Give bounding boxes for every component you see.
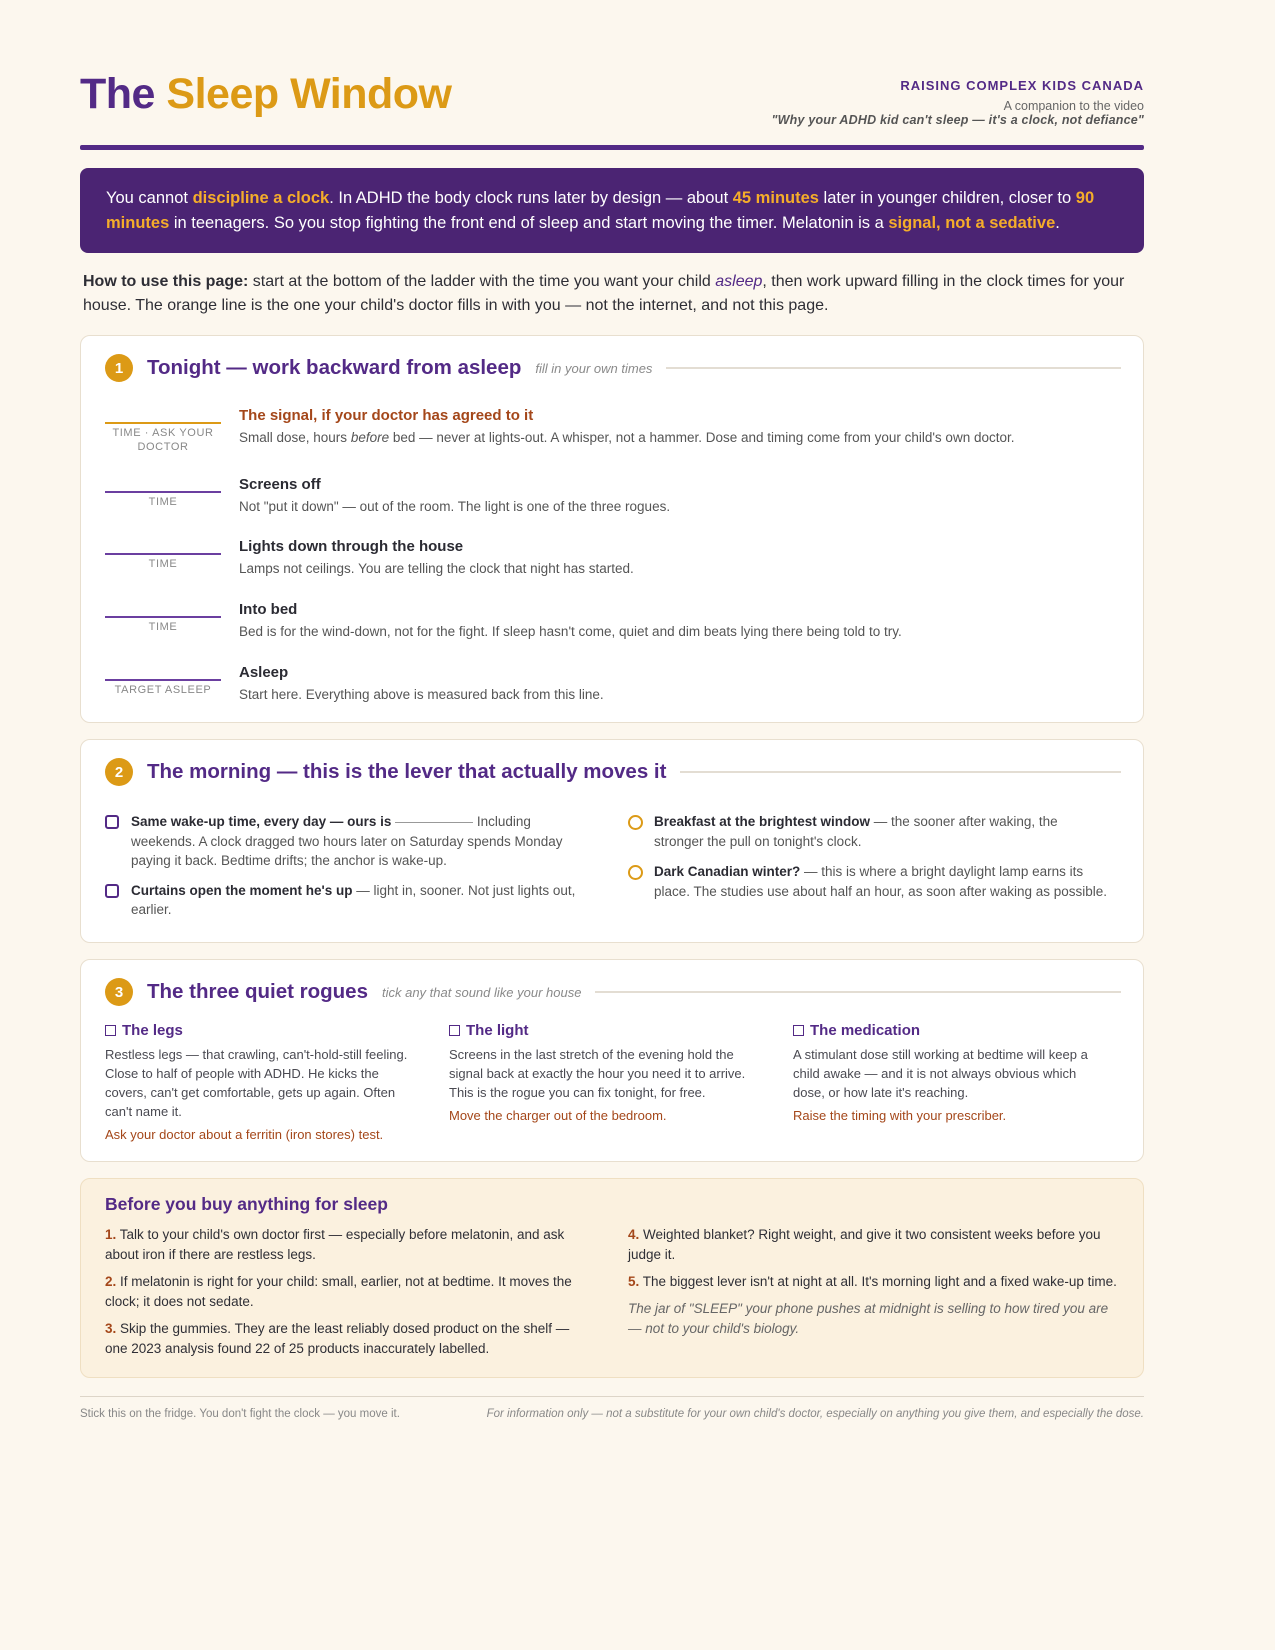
rung-description: Not "put it down" — out of the room. The light is one of the three rogues. bbox=[239, 499, 671, 514]
footer-rule bbox=[80, 1396, 1144, 1397]
section-tonight bbox=[80, 335, 1144, 723]
rung-desc-text: Small dose, hours bbox=[239, 430, 351, 445]
rogue-title: The medication bbox=[810, 1022, 921, 1039]
header-rule bbox=[80, 145, 1144, 150]
section-header bbox=[105, 978, 1121, 1006]
footer-tagline: Stick this on the fridge. You don't fight the clock — you move it. bbox=[80, 1408, 400, 1420]
banner-text: in teenagers. So you stop fighting the front end of sleep and start moving the timer. Melatonin is a bbox=[169, 214, 889, 232]
banner-text: You cannot bbox=[106, 189, 193, 207]
section-number-badge: 2 bbox=[105, 758, 133, 786]
list-item bbox=[628, 1272, 1118, 1292]
item-text: The biggest lever isn't at night at all. It's morning light and a fixed wake-up time. bbox=[639, 1274, 1117, 1289]
header bbox=[80, 0, 1144, 150]
item-number: 2. bbox=[105, 1274, 117, 1289]
worksheet-page bbox=[80, 0, 1144, 1420]
checkbox[interactable] bbox=[449, 1025, 460, 1036]
list-item bbox=[105, 1225, 580, 1265]
item-text: — light in, sooner. Not just lights out, earlier. bbox=[131, 882, 576, 917]
how-to-text: start at the bottom of the ladder with the time you want your child bbox=[248, 273, 716, 290]
rogue-legs bbox=[105, 1022, 420, 1142]
checkbox[interactable] bbox=[105, 1025, 116, 1036]
how-to-emphasis: asleep bbox=[715, 273, 763, 290]
rogue-heading bbox=[105, 1022, 420, 1039]
banner-highlight: discipline a clock bbox=[192, 189, 330, 207]
rung-description: Bed is for the wind-down, not for the fight. If sleep hasn't come, quiet and dim beats lying there being told to try. bbox=[239, 624, 902, 639]
time-blank-label: TIME bbox=[148, 621, 178, 633]
rung-description: Lamps not ceilings. You are telling the clock that night has started. bbox=[239, 561, 634, 576]
buy-list-left bbox=[105, 1225, 580, 1366]
section-number-badge: 1 bbox=[105, 354, 133, 382]
list-item bbox=[105, 812, 585, 871]
wake-time-blank[interactable] bbox=[395, 822, 473, 823]
item-bold: Dark Canadian winter? bbox=[654, 864, 801, 879]
item-text: Weighted blanket? Right weight, and give it two consistent weeks before you judge it. bbox=[628, 1227, 1101, 1262]
ladder-rung-screens bbox=[105, 476, 1125, 541]
section-title: The morning — this is the lever that actually moves it bbox=[147, 760, 667, 783]
rung-title: Asleep bbox=[239, 664, 289, 681]
section-header bbox=[105, 758, 1121, 786]
ladder-rung-asleep bbox=[105, 664, 1125, 729]
time-blank-doctor[interactable] bbox=[105, 422, 221, 424]
before-you-buy-box bbox=[80, 1178, 1144, 1378]
how-to-text: , then work upward filling in the clock times for your house. The orange line is the one your child's doctor fills in with you — not the internet, and not this page. bbox=[83, 273, 1125, 314]
time-blank[interactable] bbox=[105, 491, 221, 493]
item-bold: Same wake-up time, every day — ours is bbox=[131, 814, 392, 829]
rung-description bbox=[239, 430, 1014, 445]
page-title bbox=[80, 70, 451, 118]
how-to-lead: How to use this page: bbox=[83, 273, 249, 290]
rogue-title: The legs bbox=[122, 1022, 183, 1039]
item-text: — the sooner after waking, the stronger the pull on tonight's clock. bbox=[654, 814, 1058, 849]
rung-title: Lights down through the house bbox=[239, 538, 464, 555]
rung-title: Screens off bbox=[239, 476, 321, 493]
rogue-medication bbox=[793, 1022, 1103, 1123]
time-blank[interactable] bbox=[105, 616, 221, 618]
section-header bbox=[105, 354, 1121, 382]
rung-title: The signal, if your doctor has agreed to it bbox=[239, 407, 534, 424]
section-title: Tonight — work backward from asleep bbox=[147, 356, 522, 379]
item-number: 3. bbox=[105, 1321, 117, 1336]
rogue-action: Raise the timing with your prescriber. bbox=[793, 1108, 1007, 1123]
rung-title: Into bed bbox=[239, 601, 298, 618]
section-note: fill in your own times bbox=[535, 360, 653, 376]
rung-desc-emphasis: before bbox=[350, 430, 390, 445]
rogue-action: Ask your doctor about a ferritin (iron stores) test. bbox=[105, 1127, 384, 1142]
time-blank-label: TIME bbox=[148, 496, 178, 508]
checkbox[interactable] bbox=[105, 815, 119, 829]
ladder-rung-lights bbox=[105, 538, 1125, 603]
rogue-action: Move the charger out of the bedroom. bbox=[449, 1108, 667, 1123]
time-blank-label: TIME bbox=[148, 558, 178, 570]
list-item bbox=[628, 812, 1108, 851]
rogue-heading bbox=[793, 1022, 1103, 1039]
banner-highlight: signal, not a sedative bbox=[888, 214, 1056, 232]
rung-description: Start here. Everything above is measured back from this line. bbox=[239, 687, 604, 702]
morning-checklist-left bbox=[105, 812, 585, 930]
list-item bbox=[628, 862, 1108, 901]
title-part-sleep-window: Sleep Window bbox=[166, 70, 452, 118]
rogue-text: Restless legs — that crawling, can't-hold-still feeling. Close to half of people with ADHD. He kicks the covers, can't get comfortable, gets up again. Often can't name it. bbox=[105, 1047, 408, 1119]
time-blank-target[interactable] bbox=[105, 679, 221, 681]
section-title: The three quiet rogues bbox=[147, 980, 368, 1003]
section-divider bbox=[666, 367, 1121, 369]
section-divider bbox=[595, 991, 1121, 993]
banner-highlight: 45 minutes bbox=[732, 189, 819, 207]
list-item bbox=[628, 1225, 1118, 1265]
radio-circle[interactable] bbox=[628, 815, 643, 830]
section-note: tick any that sound like your house bbox=[381, 984, 582, 1000]
intro-banner bbox=[80, 168, 1144, 253]
section-rogues bbox=[80, 959, 1144, 1162]
list-item bbox=[105, 881, 585, 920]
list-item bbox=[105, 1319, 580, 1359]
section-number-badge: 3 bbox=[105, 978, 133, 1006]
item-text: If melatonin is right for your child: small, earlier, not at bedtime. It moves the clock; it does not sedate. bbox=[105, 1274, 572, 1309]
item-text: Skip the gummies. They are the least reliably dosed product on the shelf — one 2023 analysis found 22 of 25 products inaccurately labelled. bbox=[105, 1321, 570, 1356]
ladder-rung-signal bbox=[105, 407, 1125, 472]
checkbox[interactable] bbox=[105, 884, 119, 898]
banner-highlight: 90 minutes bbox=[106, 189, 1095, 232]
rogue-heading bbox=[449, 1022, 764, 1039]
rogue-text: A stimulant dose still working at bedtime will keep a child awake — and it is not always obvious which dose, or how late it's reaching. bbox=[793, 1047, 1088, 1100]
section-morning bbox=[80, 739, 1144, 943]
item-number: 5. bbox=[628, 1274, 640, 1289]
radio-circle[interactable] bbox=[628, 865, 643, 880]
item-text: Including weekends. A clock dragged two hours later on Saturday spends Monday paying it back. Bedtime drifts; the anchor is wake-up. bbox=[131, 814, 563, 868]
title-part-the: The bbox=[80, 70, 155, 118]
time-blank[interactable] bbox=[105, 553, 221, 555]
item-bold: Breakfast at the brightest window bbox=[654, 814, 871, 829]
item-number: 4. bbox=[628, 1227, 640, 1242]
footer-disclaimer: For information only — not a substitute for your own child's doctor, especially on anything you give them, and especially the dose. bbox=[486, 1408, 1144, 1420]
rogue-title: The light bbox=[466, 1022, 529, 1039]
box-title: Before you buy anything for sleep bbox=[105, 1194, 388, 1214]
ladder-rung-bed bbox=[105, 601, 1125, 666]
banner-text: later in younger children, closer to bbox=[818, 189, 1076, 207]
how-to-use bbox=[83, 270, 1143, 318]
checkbox[interactable] bbox=[793, 1025, 804, 1036]
buy-list-right bbox=[628, 1225, 1118, 1339]
companion-text: A companion to the video bbox=[1003, 99, 1144, 113]
rogue-text: Screens in the last stretch of the evening hold the signal back at exactly the hour you need it to arrive. This is the rogue you can fix tonight, for free. bbox=[449, 1047, 746, 1100]
morning-checklist-right bbox=[628, 812, 1108, 911]
banner-text: . bbox=[1055, 214, 1060, 232]
org-name: RAISING COMPLEX KIDS CANADA bbox=[900, 78, 1144, 93]
item-text: Talk to your child's own doctor first — especially before melatonin, and ask about iron if there are restless legs. bbox=[105, 1227, 565, 1262]
list-item bbox=[105, 1272, 580, 1312]
section-divider bbox=[680, 771, 1121, 773]
banner-text: . In ADHD the body clock runs later by design — about bbox=[329, 189, 733, 207]
video-title: "Why your ADHD kid can't sleep — it's a clock, not defiance" bbox=[771, 113, 1144, 127]
rogue-light bbox=[449, 1022, 764, 1123]
closing-quote: The jar of "SLEEP" your phone pushes at midnight is selling to how tired you are — not to your child's biology. bbox=[628, 1301, 1109, 1336]
time-blank-label: TIME · ASK YOUR DOCTOR bbox=[112, 427, 214, 453]
rung-desc-text: bed — never at lights-out. A whisper, not a hammer. Dose and timing come from your child's own doctor. bbox=[389, 430, 1015, 445]
item-number: 1. bbox=[105, 1227, 117, 1242]
time-blank-label: TARGET ASLEEP bbox=[114, 684, 212, 696]
item-bold: Curtains open the moment he's up bbox=[131, 882, 353, 898]
item-text: — this is where a bright daylight lamp earns its place. The studies use about half an hour, as soon after waking as possible. bbox=[654, 864, 1108, 899]
